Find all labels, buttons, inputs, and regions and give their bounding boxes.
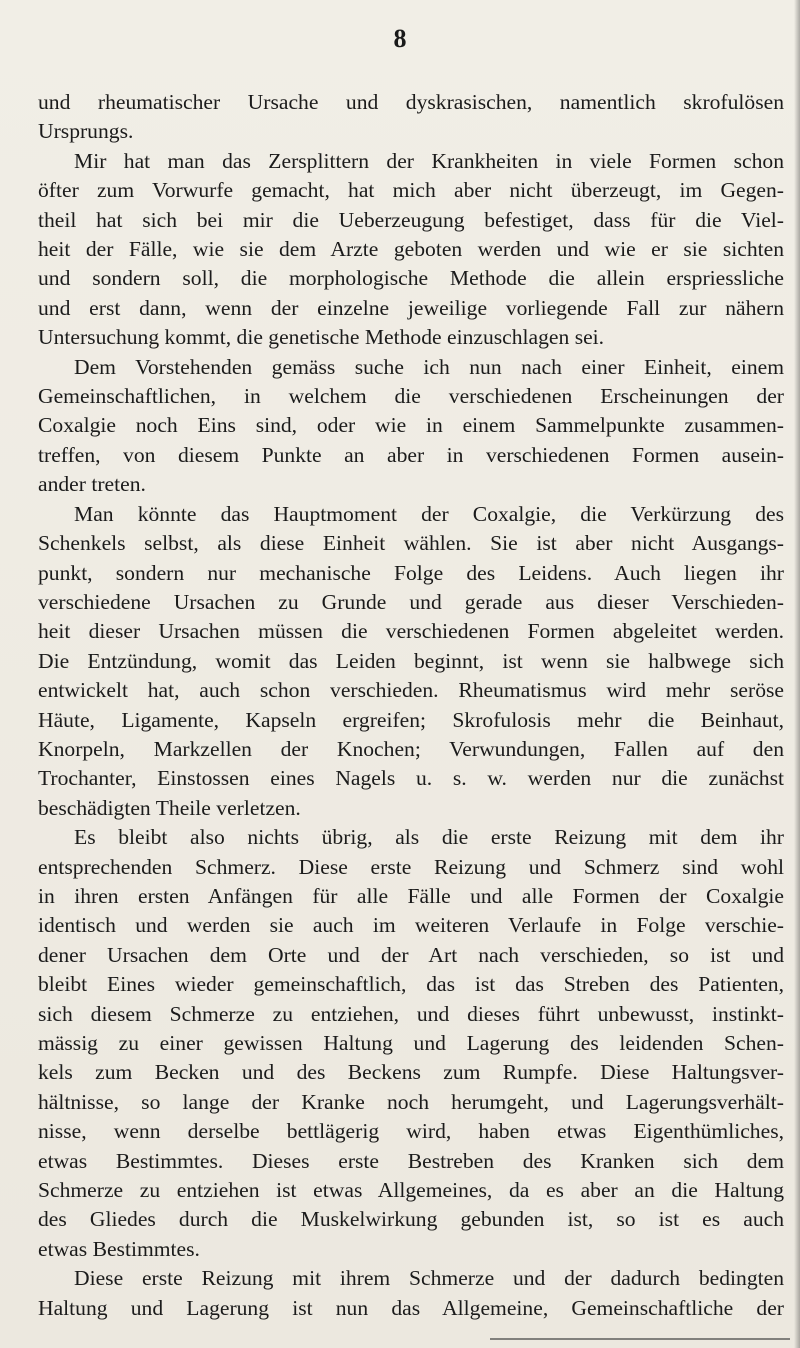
text-line: kels zum Becken und des Beckens zum Rumpfe. Diese Haltungsver- (38, 1060, 784, 1085)
text-line: Haltung und Lagerung ist nun das Allgemeine, Gemeinschaftliche der (38, 1295, 784, 1320)
text-line: heit dieser Ursachen müssen die verschiedenen Formen abgeleitet werden. (38, 619, 784, 644)
scan-edge-rule (490, 1338, 790, 1340)
body-text (38, 88, 784, 1323)
text-line: Trochanter, Einstossen eines Nagels u. s. w. werden nur die zunächst (38, 766, 784, 791)
text-line: Diese erste Reizung mit ihrem Schmerze und der dadurch bedingten (74, 1266, 784, 1291)
text-line: dener Ursachen dem Orte und der Art nach verschieden, so ist und (38, 942, 784, 967)
text-line: Häute, Ligamente, Kapseln ergreifen; Skrofulosis mehr die Beinhaut, (38, 707, 784, 732)
paragraph (38, 823, 784, 1264)
text-line: des Gliedes durch die Muskelwirkung gebunden ist, so ist es auch (38, 1207, 784, 1232)
text-line: theil hat sich bei mir die Ueberzeugung befestiget, dass für die Viel- (38, 207, 784, 232)
paragraph (38, 353, 784, 500)
text-line: identisch und werden sie auch im weiteren Verlaufe in Folge verschie- (38, 913, 784, 938)
text-line: Schmerze zu entziehen ist etwas Allgemeines, da es aber an die Haltung (38, 1178, 784, 1203)
text-line: entwickelt hat, auch schon verschieden. Rheumatismus wird mehr seröse (38, 678, 784, 703)
text-line: Mir hat man das Zersplittern der Krankheiten in viele Formen schon (74, 148, 784, 173)
text-line: und rheumatischer Ursache und dyskrasischen, namentlich skrofulösen (38, 90, 784, 114)
text-line: nisse, wenn derselbe bettlägerig wird, haben etwas Eigenthümliches, (38, 1119, 784, 1144)
text-line: punkt, sondern nur mechanische Folge des Leidens. Auch liegen ihr (38, 560, 784, 585)
text-line: verschiedene Ursachen zu Grunde und gerade aus dieser Verschieden- (38, 589, 784, 614)
paragraph (38, 88, 784, 147)
text-line: etwas Bestimmtes. Dieses erste Bestreben des Kranken sich dem (38, 1148, 784, 1173)
text-line: Schenkels selbst, als diese Einheit wählen. Sie ist aber nicht Ausgangs- (38, 531, 784, 556)
scan-edge-shadow (794, 0, 800, 1348)
text-line: und sondern soll, die morphologische Methode die allein erspriessliche (38, 266, 784, 291)
paragraph (38, 1264, 784, 1323)
text-line: Gemeinschaftlichen, in welchem die verschiedenen Erscheinungen der (38, 384, 784, 409)
text-line: Ursprungs. (38, 119, 134, 144)
text-line: Es bleibt also nichts übrig, als die erste Reizung mit dem ihr (74, 825, 784, 850)
paragraph (38, 500, 784, 823)
text-line: bleibt Eines wieder gemeinschaftlich, das ist das Streben des Patienten, (38, 972, 784, 997)
text-line: und erst dann, wenn der einzelne jeweilige vorliegende Fall zur nähern (38, 295, 784, 320)
text-line: beschädigten Theile verletzen. (38, 795, 301, 820)
text-line: Man könnte das Hauptmoment der Coxalgie, die Verkürzung des (74, 501, 784, 526)
text-line: treffen, von diesem Punkte an aber in verschiedenen Formen ausein- (38, 442, 784, 467)
text-line: etwas Bestimmtes. (38, 1236, 200, 1261)
text-line: heit der Fälle, wie sie dem Arzte geboten werden und wie er sie sichten (38, 237, 784, 262)
text-line: entsprechenden Schmerz. Diese erste Reizung und Schmerz sind wohl (38, 854, 784, 879)
text-line: sich diesem Schmerze zu entziehen, und dieses führt unbewusst, instinkt- (38, 1001, 784, 1026)
text-line: Die Entzündung, womit das Leiden beginnt, ist wenn sie halbwege sich (38, 648, 784, 673)
text-line: Coxalgie noch Eins sind, oder wie in einem Sammelpunkte zusammen- (38, 413, 784, 438)
page-number: 8 (393, 24, 407, 53)
text-line: mässig zu einer gewissen Haltung und Lagerung des leidenden Schen- (38, 1031, 784, 1055)
text-line: in ihren ersten Anfängen für alle Fälle und alle Formen der Coxalgie (38, 883, 784, 908)
text-line: ander treten. (38, 472, 146, 497)
text-line: Dem Vorstehenden gemäss suche ich nun nach einer Einheit, einem (74, 354, 784, 379)
paragraph (38, 147, 784, 353)
text-line: hältnisse, so lange der Kranke noch herumgeht, und Lagerungsverhält- (38, 1089, 784, 1114)
text-line: Untersuchung kommt, die genetische Methode einzuschlagen sei. (38, 325, 605, 350)
text-line: öfter zum Vorwurfe gemacht, hat mich aber nicht überzeugt, im Gegen- (38, 178, 784, 203)
text-line: Knorpeln, Markzellen der Knochen; Verwundungen, Fallen auf den (38, 736, 784, 761)
